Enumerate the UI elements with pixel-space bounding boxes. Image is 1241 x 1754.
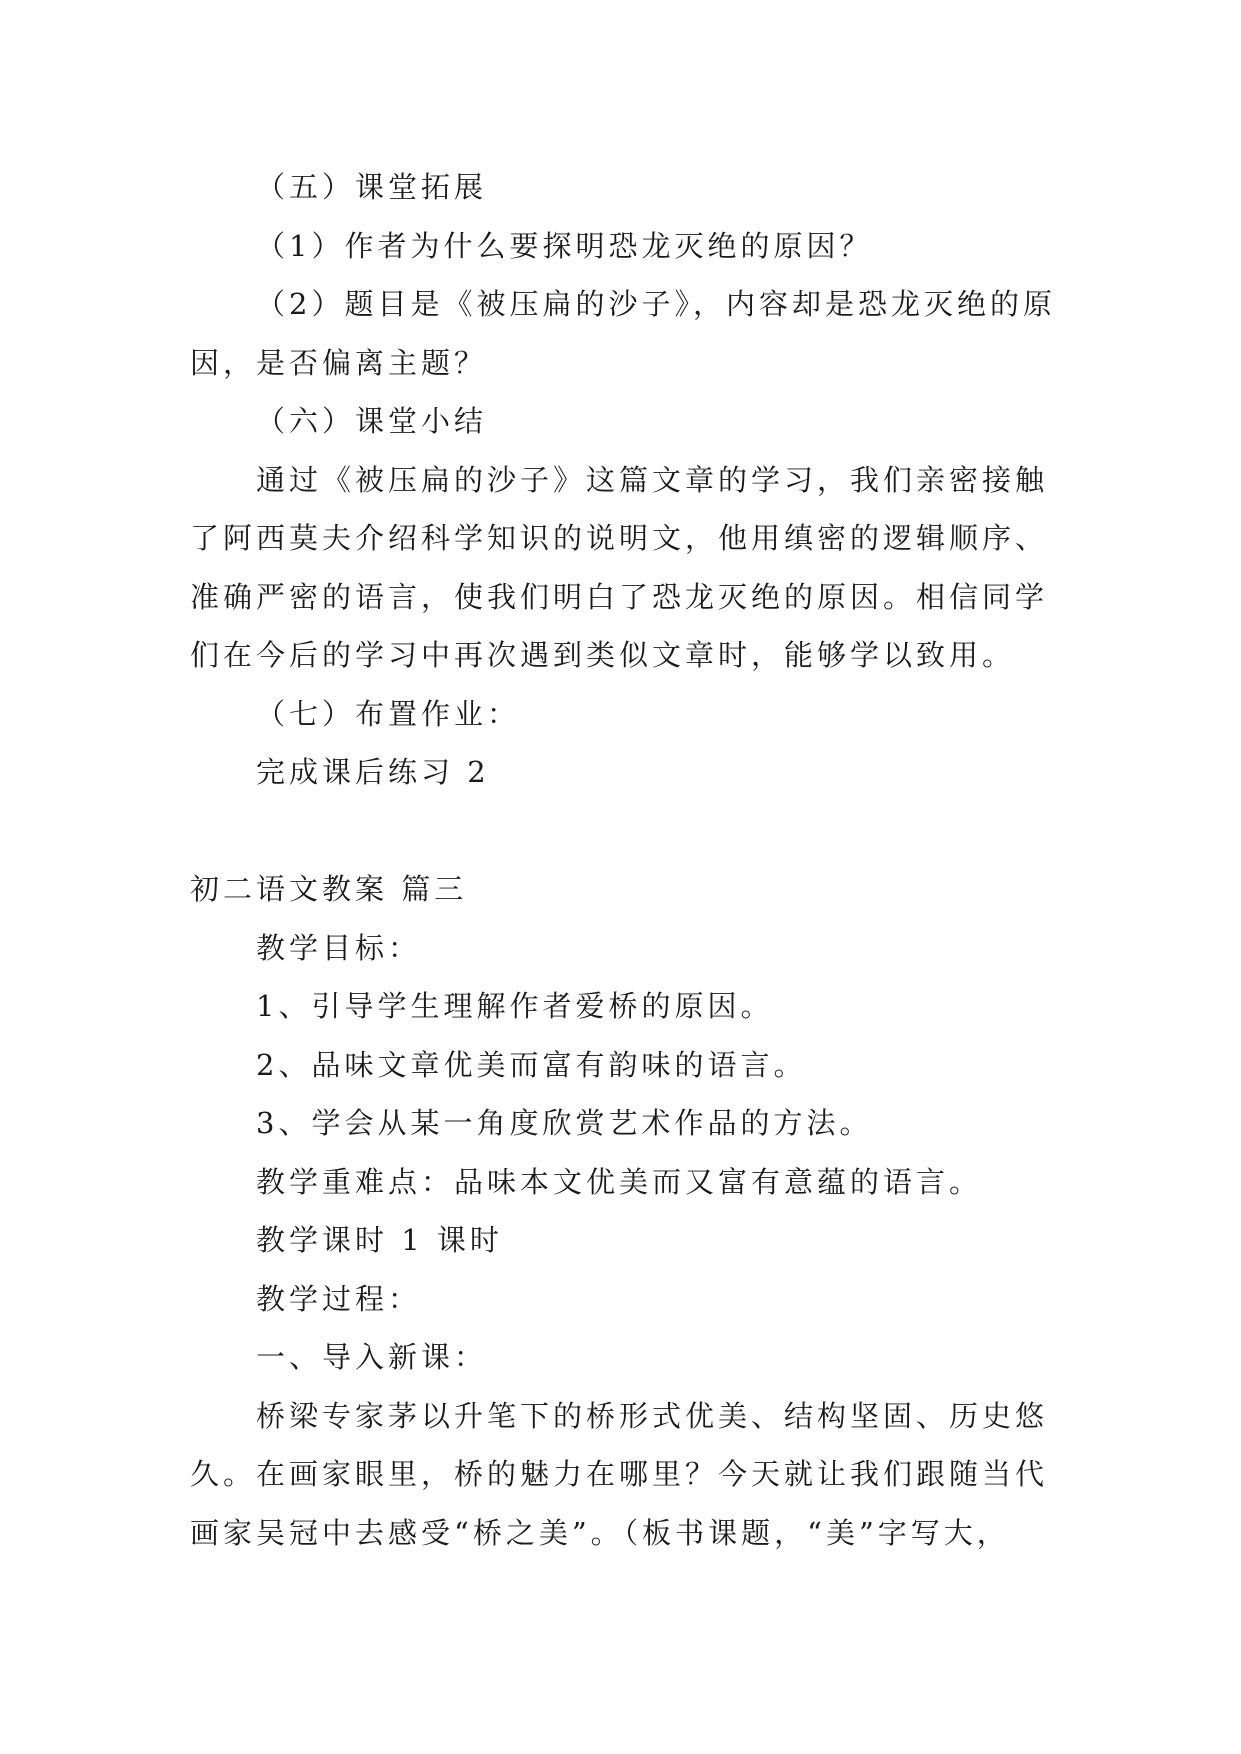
paragraph-introduction-body: 桥梁专家茅以升笔下的桥形式优美、结构坚固、历史悠久。在画家眼里，桥的魅力在哪里？今天就让我们跟随当代画家吴冠中去感受“桥之美”。（板书课题，“美”字写大， [190, 1398, 1049, 1550]
paragraph-key-points: 教学重难点：品味本文优美而又富有意蕴的语言。 [256, 1164, 983, 1199]
goal-item: 1、引导学生理解作者爱桥的原因。 [256, 989, 774, 1023]
homework-paragraph: 完成课后练习 2 [256, 755, 490, 789]
question-item: （2）题目是《被压扁的沙子》，内容却是恐龙灭绝的原因，是否偏离主题？ [190, 287, 1056, 380]
subsection-heading-classroom-extension: （五）课堂拓展 [256, 170, 488, 204]
section-heading: 初二语文教案 篇三 [190, 872, 468, 906]
paragraph-class-hours: 教学课时 1 课时 [256, 1223, 503, 1257]
subsection-heading-classroom-summary: （六）课堂小结 [256, 404, 488, 438]
goal-item: 3、学会从某一角度欣赏艺术作品的方法。 [256, 1106, 873, 1140]
document-body [190, 158, 1070, 1562]
paragraph-teaching-goals: 教学目标： [256, 930, 422, 965]
question-item: （1）作者为什么要探明恐龙灭绝的原因？ [256, 228, 873, 263]
summary-paragraph: 通过《被压扁的沙子》这篇文章的学习，我们亲密接触了阿西莫夫介绍科学知识的说明文，他用缜密的逻辑顺序、准确严密的语言，使我们明白了恐龙灭绝的原因。相信同学们在今后的学习中再次遇到类似文章时，能够学以致用。 [190, 462, 1049, 672]
goal-item: 2、品味文章优美而富有韵味的语言。 [256, 1047, 807, 1082]
section-spacer [190, 802, 1070, 861]
paragraph-introduction-heading: 一、导入新课： [256, 1340, 488, 1374]
paragraph-teaching-process: 教学过程： [256, 1281, 422, 1316]
subsection-heading-homework: （七）布置作业： [256, 696, 521, 731]
